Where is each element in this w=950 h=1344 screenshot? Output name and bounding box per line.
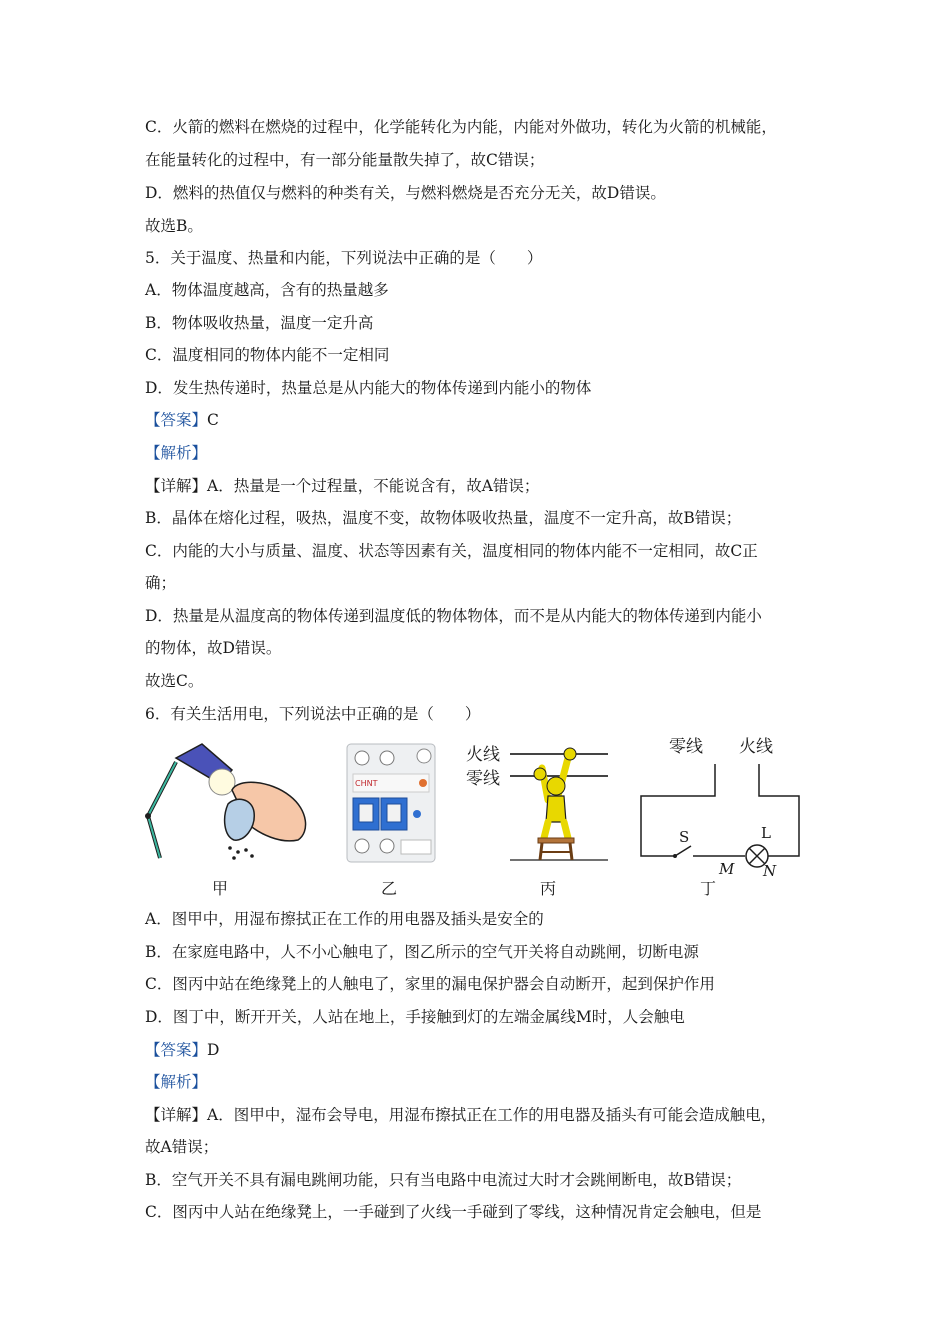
analysis-tag: 【解析】 xyxy=(145,444,208,462)
option-d: D．发生热传递时，热量总是从内能大的物体传递到内能小的物体 xyxy=(145,379,592,397)
answer-tag: 【答案】 xyxy=(145,1041,208,1059)
fire-wire-label: 火线 xyxy=(739,737,773,757)
zero-wire-label: 零线 xyxy=(669,737,703,757)
option-c: C．图丙中站在绝缘凳上的人触电了，家里的漏电保护器会自动断开，起到保护作用 xyxy=(145,975,715,993)
text-line: D．燃料的热值仅与燃料的种类有关，与燃料燃烧是否充分无关，故D错误。 xyxy=(145,184,666,202)
answer-value: C xyxy=(207,411,219,429)
text-line: C．内能的大小与质量、温度、状态等因素有关，温度相同的物体内能不一定相同，故C正 xyxy=(145,542,758,560)
lamp-label: L xyxy=(761,824,771,842)
answer-line xyxy=(145,410,219,430)
option-d: D．图丁中，断开开关，人站在地上，手接触到灯的左端金属线M时，人会触电 xyxy=(145,1008,685,1026)
detail-tag: 【详解】 xyxy=(145,477,208,495)
point-n-label: N xyxy=(763,862,777,880)
switch-label: S xyxy=(679,828,690,846)
caption-bing: 丙 xyxy=(540,879,557,898)
figure-bing-person xyxy=(460,740,610,864)
figure-yi-breaker xyxy=(345,742,437,864)
detail-line xyxy=(145,1105,776,1125)
text-line: D．热量是从温度高的物体传递到温度低的物体物体，而不是从内能大的物体传递到内能小 xyxy=(145,607,762,625)
text-line: B．空气开关不具有漏电跳闸功能，只有当电路中电流过大时才会跳闸断电，故B错误； xyxy=(145,1171,742,1189)
detail-text: A．图甲中，湿布会导电，用湿布擦拭正在工作的用电器及插头有可能会造成触电， xyxy=(207,1106,777,1124)
detail-tag: 【详解】 xyxy=(145,1106,208,1124)
answer-line xyxy=(145,1040,219,1060)
option-b: B．在家庭电路中，人不小心触电了，图乙所示的空气开关将自动跳闸，切断电源 xyxy=(145,943,699,961)
answer-tag: 【答案】 xyxy=(145,411,208,429)
question-6: 6．有关生活用电，下列说法中正确的是（ ） xyxy=(145,705,481,723)
option-a: A．物体温度越高，含有的热量越多 xyxy=(145,281,389,299)
text-line: 在能量转化的过程中，有一部分能量散失掉了，故C错误； xyxy=(145,151,545,169)
breaker-brand-label: CHNT xyxy=(355,779,378,788)
detail-text: A．热量是一个过程量，不能说含有，故A错误； xyxy=(207,477,540,495)
text-line: C．图丙中人站在绝缘凳上，一手碰到了火线一手碰到了零线，这种情况肯定会触电，但是 xyxy=(145,1203,762,1221)
figure-ding-circuit xyxy=(635,732,805,880)
text-line: 故选B。 xyxy=(145,217,203,235)
text-line: C．火箭的燃料在燃烧的过程中，化学能转化为内能，内能对外做功，转化为火箭的机械能， xyxy=(145,118,777,136)
option-c: C．温度相同的物体内能不一定相同 xyxy=(145,346,390,364)
option-a: A．图甲中，用湿布擦拭正在工作的用电器及插头是安全的 xyxy=(145,910,544,928)
text-line: 故A错误； xyxy=(145,1138,219,1156)
analysis-tag: 【解析】 xyxy=(145,1073,208,1091)
caption-yi: 乙 xyxy=(381,879,398,898)
fire-wire-label: 火线 xyxy=(466,745,500,765)
point-m-label: M xyxy=(719,860,735,878)
question-5: 5．关于温度、热量和内能，下列说法中正确的是（ ） xyxy=(145,249,543,267)
zero-wire-label: 零线 xyxy=(466,769,500,789)
text-line: B．晶体在熔化过程，吸热，温度不变，故物体吸收热量，温度不一定升高，故B错误； xyxy=(145,509,742,527)
option-b: B．物体吸收热量，温度一定升高 xyxy=(145,314,374,332)
caption-ding: 丁 xyxy=(700,879,717,898)
text-line: 故选C。 xyxy=(145,672,204,690)
text-line: 的物体，故D错误。 xyxy=(145,639,282,657)
figure-jia-lamp xyxy=(140,740,312,862)
detail-line xyxy=(145,476,539,496)
caption-jia: 甲 xyxy=(212,879,229,898)
answer-value: D xyxy=(207,1041,220,1059)
text-line: 确； xyxy=(145,574,177,592)
